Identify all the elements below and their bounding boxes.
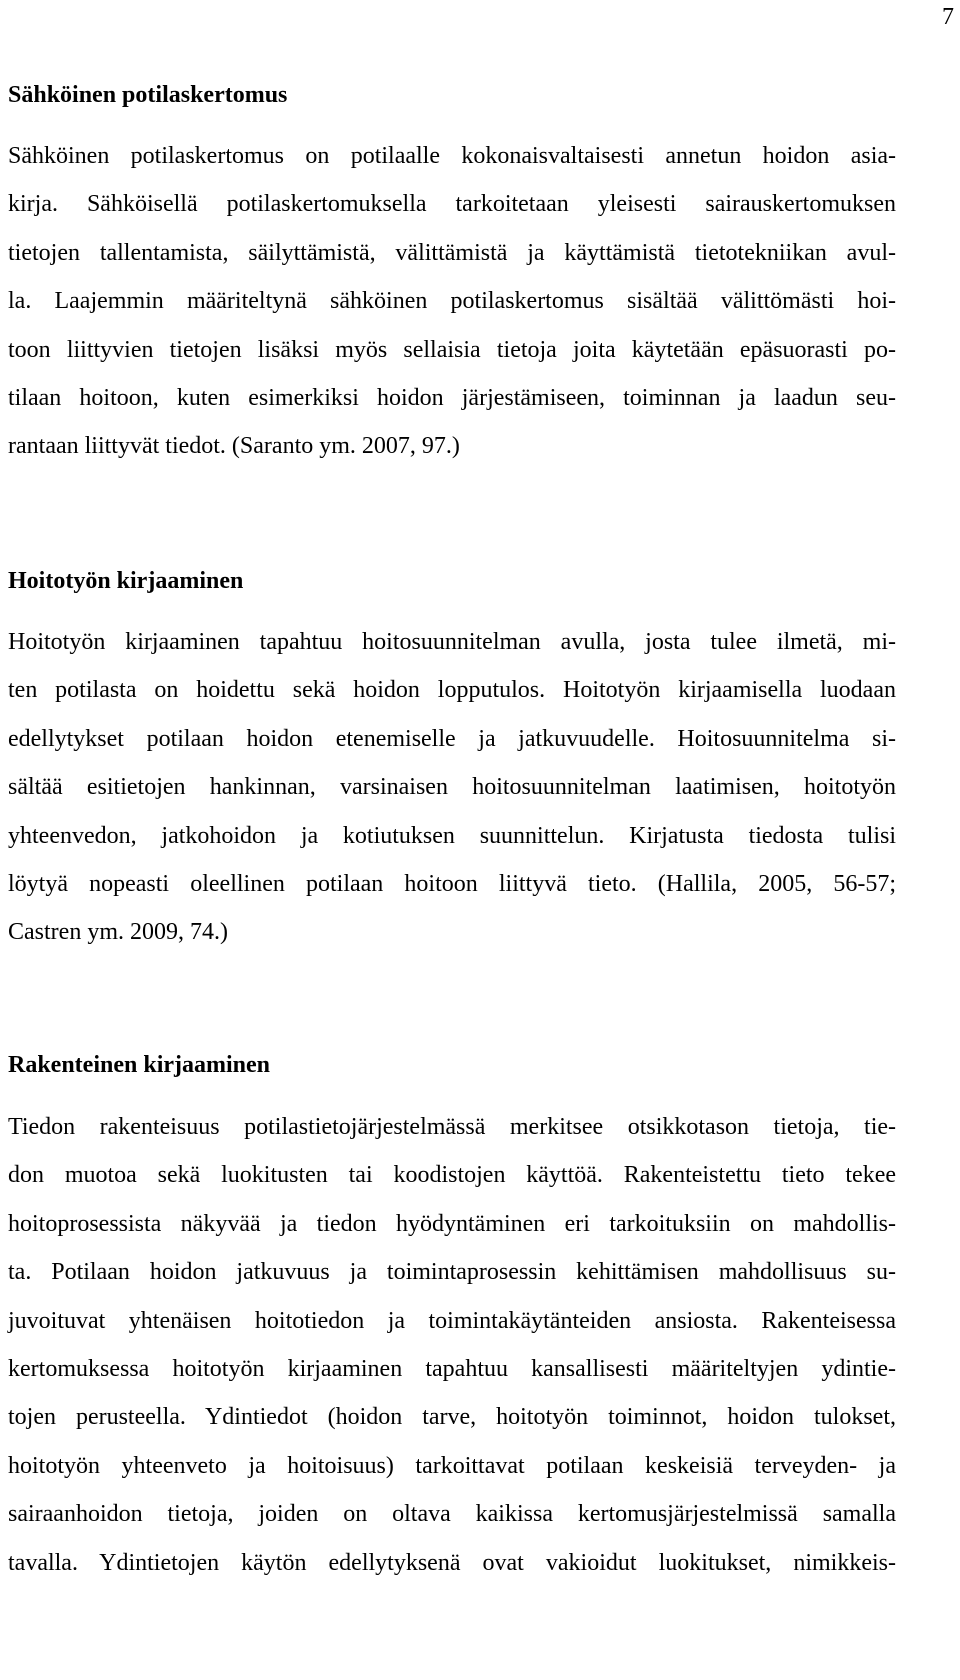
text-line: tojen perusteella. Ydintiedot (hoidon tarve, hoitotyön toiminnot, hoidon tulokset, [8, 1404, 896, 1431]
text-line: la. Laajemmin määriteltynä sähköinen potilaskertomus sisältää välittömästi hoi- [8, 288, 896, 315]
text-line: ta. Potilaan hoidon jatkuvuus ja toimintaprosessin kehittämisen mahdollisuus su- [8, 1259, 896, 1286]
text-line: kertomuksessa hoitotyön kirjaaminen tapahtuu kansallisesti määriteltyjen ydintie- [8, 1355, 896, 1382]
text-line: yhteenvedon, jatkohoidon ja kotiutuksen suunnittelun. Kirjatusta tiedosta tulisi [8, 822, 896, 849]
section-heading-hoitotyon-kirjaaminen: Hoitotyön kirjaaminen [8, 568, 244, 594]
section-paragraph [8, 132, 896, 471]
text-line: tietojen tallentamista, säilyttämistä, välittämistä ja käyttämistä tietotekniikan avul- [8, 239, 896, 266]
section-heading-sahkoinen-potilaskertomus: Sähköinen potilaskertomus [8, 82, 288, 108]
text-line: rantaan liittyvät tiedot. (Saranto ym. 2007, 97.) [8, 433, 460, 460]
text-line: Tiedon rakenteisuus potilastietojärjestelmässä merkitsee otsikkotason tietoja, tie- [8, 1114, 896, 1140]
text-line: Sähköinen potilaskertomus on potilaalle kokonaisvaltaisesti annetun hoidon asia- [8, 143, 896, 169]
text-line: toon liittyvien tietojen lisäksi myös sellaisia tietoja joita käytetään epäsuorasti po- [8, 336, 896, 363]
text-line: hoitoprosessista näkyvää ja tiedon hyödyntäminen eri tarkoituksiin on mahdollis- [8, 1210, 896, 1237]
text-line: juvoituvat yhtenäisen hoitotiedon ja toimintakäytänteiden ansiosta. Rakenteisessa [8, 1307, 896, 1334]
text-line: ten potilasta on hoidettu sekä hoidon lopputulos. Hoitotyön kirjaamisella luodaan [8, 677, 896, 704]
text-line: hoitotyön yhteenveto ja hoitoisuus) tarkoittavat potilaan keskeisiä terveyden- ja [8, 1452, 896, 1479]
section-heading-rakenteinen-kirjaaminen: Rakenteinen kirjaaminen [8, 1052, 271, 1078]
page-number: 7 [942, 4, 954, 30]
text-line: don muotoa sekä luokitusten tai koodistojen käyttöä. Rakenteistettu tieto tekee [8, 1162, 896, 1189]
section-paragraph [8, 1103, 896, 1587]
text-line: Hoitotyön kirjaaminen tapahtuu hoitosuunnitelman avulla, josta tulee ilmetä, mi- [8, 629, 896, 655]
text-line: sältää esitietojen hankinnan, varsinaisen hoitosuunnitelman laatimisen, hoitotyön [8, 774, 896, 801]
text-line: löytyä nopeasti oleellinen potilaan hoitoon liittyvä tieto. (Hallila, 2005, 56-57; [8, 870, 896, 897]
section-paragraph [8, 618, 896, 957]
text-line: edellytykset potilaan hoidon etenemiselle ja jatkuvuudelle. Hoitosuunnitelma si- [8, 725, 896, 752]
text-line: kirja. Sähköisellä potilaskertomuksella tarkoitetaan yleisesti sairauskertomuksen [8, 191, 896, 218]
text-line: Castren ym. 2009, 74.) [8, 919, 228, 946]
text-line: tavalla. Ydintietojen käytön edellytyksenä ovat vakioidut luokitukset, nimikkeis- [8, 1549, 896, 1576]
text-line: tilaan hoitoon, kuten esimerkiksi hoidon järjestämiseen, toiminnan ja laadun seu- [8, 384, 896, 411]
text-line: sairaanhoidon tietoja, joiden on oltava kaikissa kertomusjärjestelmissä samalla [8, 1501, 896, 1528]
